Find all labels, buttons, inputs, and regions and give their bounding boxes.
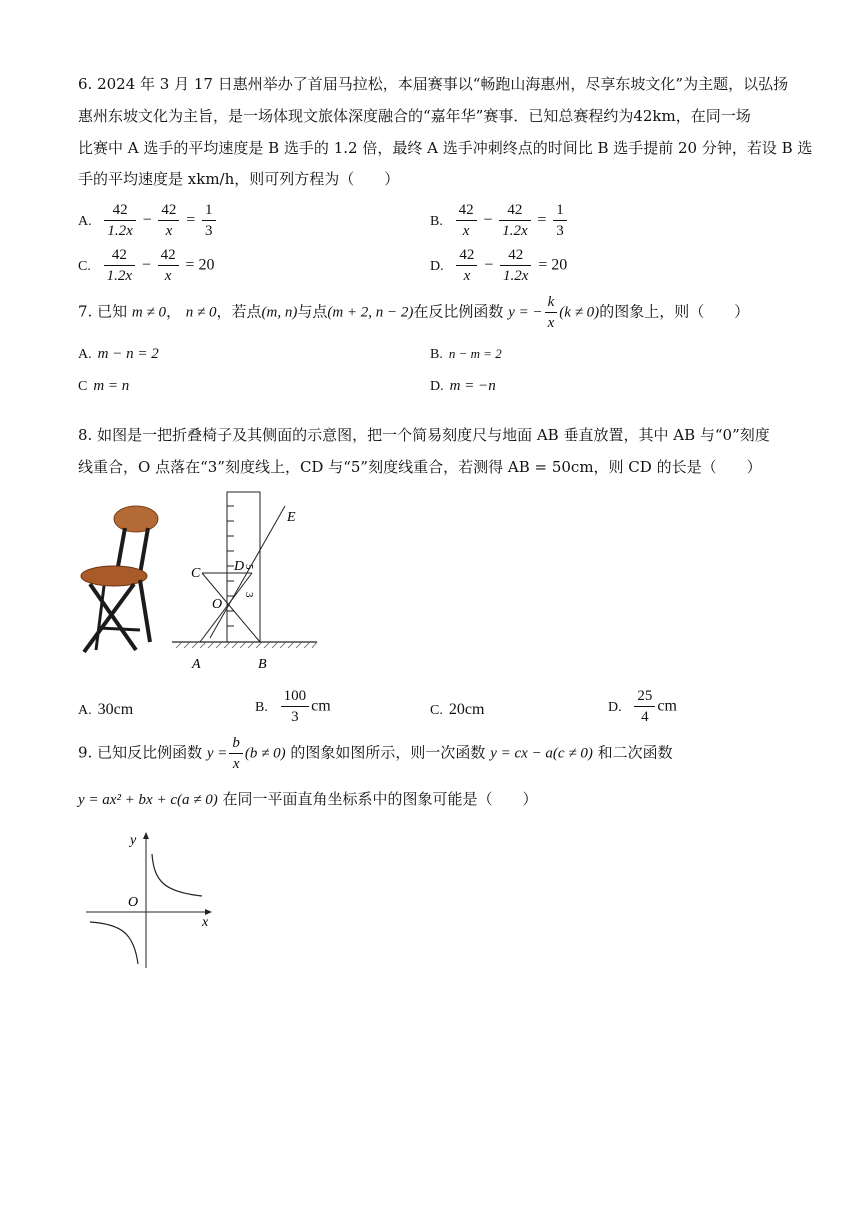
fraction: $\frac{42}{x}$: [456, 200, 477, 241]
tick-label-3: 3: [243, 592, 255, 598]
q8-option-b[interactable]: B. $\frac{100}{3}$ cm: [255, 688, 331, 725]
fraction: $\frac{k}{x}$: [545, 292, 558, 333]
label-o: O: [212, 597, 223, 612]
fraction: $\frac{100}{3}$: [281, 686, 310, 727]
fraction: $\frac{1}{3}$: [553, 200, 567, 241]
chair-side-diagram: [172, 488, 322, 674]
q8-option-a[interactable]: A. 30cm: [78, 701, 134, 718]
option-label: C.: [78, 258, 91, 274]
fraction: $\frac{42}{x}$: [158, 200, 179, 241]
q6-line-1: 6. 2024 年 3 月 17 日惠州举办了首届马拉松，本届赛事以“畅跑山海惠州，尽享东坡文化”为主题，以弘扬: [78, 75, 789, 93]
label-b: B: [258, 657, 267, 672]
q7-option-a[interactable]: A. m − n = 2: [78, 346, 159, 362]
reciprocal-function-graph: [82, 826, 218, 976]
fraction: $\frac{42}{1.2x}$: [104, 200, 135, 241]
hyperbola-branch-1: [152, 854, 202, 896]
q6-option-b[interactable]: B. $\frac{42}{x}$ − $\frac{42}{1.2x}$ = $\frac{1}{3}$: [430, 200, 569, 241]
q8-option-d[interactable]: D. $\frac{25}{4}$ cm: [608, 688, 677, 725]
q7-stem: 7. 已知 m ≠ 0， n ≠ 0，若点(m, n)与点(m + 2, n − 2)在反比例函数 y = − $\frac{k}{x}$ (k ≠ 0)的图象上，则（ ）: [78, 294, 750, 331]
fraction: $\frac{42}{1.2x}$: [500, 245, 531, 286]
origin-label: O: [128, 895, 139, 910]
q8-line-2: 线重合，O 点落在“3”刻度线上，CD 与“5”刻度线重合，若测得 AB = 50cm，则 CD 的长是（ ）: [78, 458, 762, 476]
q6-option-a[interactable]: A. $\frac{42}{1.2x}$ − $\frac{42}{x}$ = $\frac{1}{3}$: [78, 200, 218, 241]
q6-line-2: 惠州东坡文化为主旨，是一场体现文旅体深度融合的“嘉年华”赛事．已知总赛程约为42km，在同一场: [78, 107, 751, 125]
q6-option-c[interactable]: C. $\frac{42}{1.2x}$ − $\frac{42}{x}$ = 20: [78, 247, 215, 284]
option-label: A.: [78, 213, 92, 229]
folding-chair-photo: [78, 500, 160, 662]
q9-stem-line-2: y = ax² + bx + c(a ≠ 0) 在同一平面直角坐标系中的图象可能是（ ）: [78, 790, 538, 808]
q7-option-d[interactable]: D. m = −n: [430, 378, 496, 394]
axis-label-x: x: [202, 915, 209, 930]
label-e: E: [287, 510, 296, 525]
fraction: $\frac{42}{x}$: [456, 245, 477, 286]
q6-line-4: 手的平均速度是 xkm/h，则可列方程为（ ）: [78, 170, 400, 188]
q7-option-c[interactable]: C m = n: [78, 378, 130, 394]
q8-option-c[interactable]: C. 20cm: [430, 701, 485, 718]
axis-label-y: y: [130, 833, 137, 848]
option-label: B.: [430, 213, 443, 229]
fraction: $\frac{42}{x}$: [158, 245, 179, 286]
y-axis-arrow: [143, 832, 149, 839]
fraction: $\frac{42}{1.2x}$: [104, 245, 135, 286]
fraction: $\frac{42}{1.2x}$: [499, 200, 530, 241]
q7-option-b[interactable]: B. n − m = 2: [430, 346, 502, 362]
fraction: $\frac{1}{3}$: [202, 200, 216, 241]
label-c: C: [191, 566, 201, 581]
fraction: $\frac{25}{4}$: [634, 686, 655, 727]
hyperbola-branch-3: [90, 922, 138, 964]
q9-stem-line-1: 9. 已知反比例函数 y = $\frac{b}{x}$ (b ≠ 0) 的图象如图所示，则一次函数 y = cx − a(c ≠ 0) 和二次函数: [78, 735, 673, 772]
q6-option-d[interactable]: D. $\frac{42}{x}$ − $\frac{42}{1.2x}$ = 20: [430, 247, 568, 284]
label-d: D: [234, 559, 245, 574]
tick-label-5: 5: [243, 564, 255, 570]
label-a: A: [192, 657, 201, 672]
fraction: $\frac{b}{x}$: [229, 733, 243, 774]
option-label: D.: [430, 258, 444, 274]
q8-line-1: 8. 如图是一把折叠椅子及其侧面的示意图，把一个简易刻度尺与地面 AB 垂直放置，其中 AB 与“0”刻度: [78, 426, 770, 444]
q6-line-3: 比赛中 A 选手的平均速度是 B 选手的 1.2 倍，最终 A 选手冲刺终点的时间比 B 选手提前 20 分钟，若设 B 选: [78, 139, 813, 157]
